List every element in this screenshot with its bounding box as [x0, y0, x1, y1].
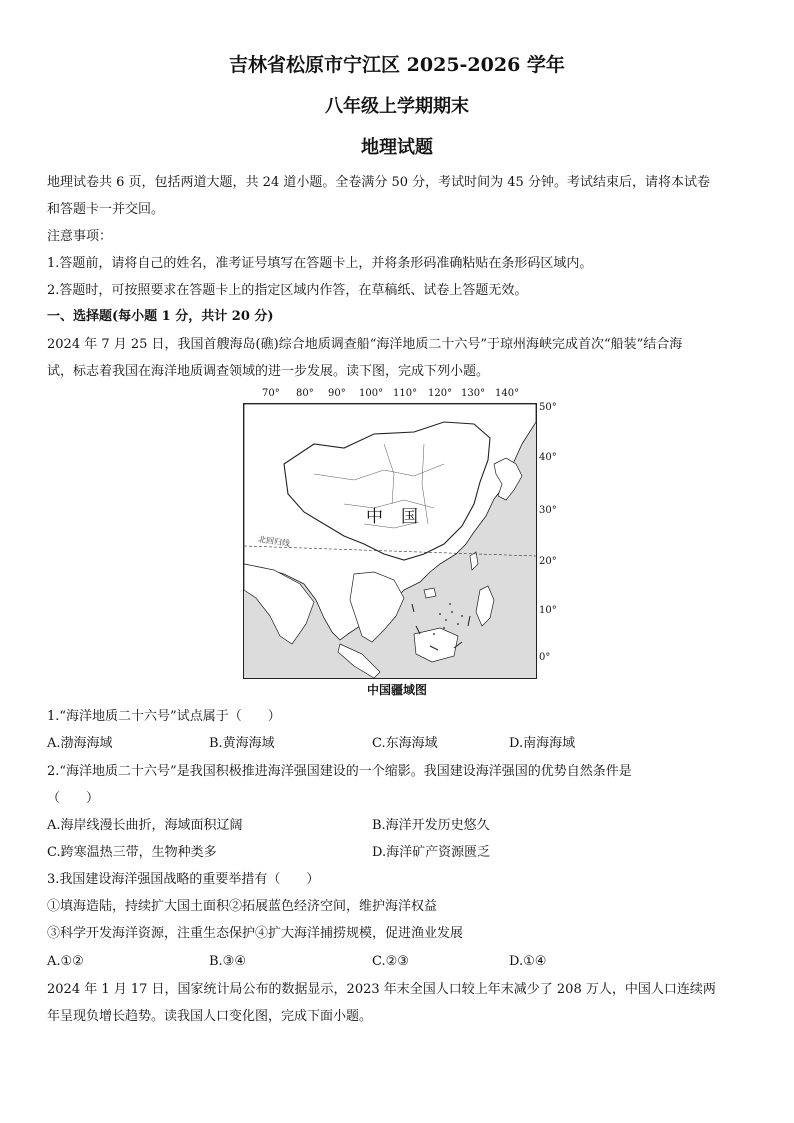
notice-item-2: 2.答题时，可按照要求在答题卡上的指定区域内作答，在草稿纸、试卷上答题无效。: [47, 283, 528, 298]
question-3-option-d[interactable]: D.①④: [509, 954, 547, 969]
map-caption: 中国疆域图: [366, 683, 427, 697]
question-3-statement-line-1: ①填海造陆，持续扩大国土面积②拓展蓝色经济空间，维护海洋权益: [47, 899, 438, 914]
passage1-line-1: 2024 年 7 月 25 日，我国首艘海岛(礁)综合地质调查船“海洋地质二十六号”于琼州海峡完成首次“船装”结合海: [47, 337, 683, 352]
question-1-option-a[interactable]: A.渤海海域: [47, 736, 113, 751]
question-2-option-b[interactable]: B.海洋开发历史悠久: [372, 818, 490, 833]
lat-label: 30°: [539, 505, 557, 516]
intro-line-1: 地理试卷共 6 页，包括两道大题，共 24 道小题。全卷满分 50 分，考试时间为 45 分钟。考试结束后，请将本试卷: [47, 175, 710, 190]
china-territory-map: [243, 403, 537, 679]
exam-title-subject: 地理试题: [361, 137, 433, 158]
question-2-option-c[interactable]: C.跨寒温热三带，生物种类多: [47, 845, 217, 860]
passage1-line-2: 试，标志着我国在海洋地质调查领域的进一步发展。读下图，完成下列小题。: [47, 364, 490, 379]
lat-label: 0°: [539, 652, 551, 663]
lon-label: 130°: [461, 388, 486, 399]
passage2-line-2: 年呈现负增长趋势。读我国人口变化图，完成下面小题。: [47, 1009, 373, 1024]
lon-label: 70°: [262, 388, 280, 399]
notice-item-1: 1.答题前，请将自己的姓名，准考证号填写在答题卡上，并将条形码准确粘贴在条形码区域内。: [47, 256, 593, 271]
exam-title-grade: 八年级上学期期末: [325, 96, 469, 117]
hainan-island: [424, 588, 436, 598]
exam-title-region: 吉林省松原市宁江区 2025-2026 学年: [229, 54, 565, 76]
intro-line-2: 和答题卡一并交回。: [47, 202, 165, 217]
passage2-line-1: 2024 年 1 月 17 日，国家统计局公布的数据显示，2023 年末全国人口较上年末减少了 208 万人，中国人口连续两: [47, 982, 716, 997]
lon-label: 100°: [359, 388, 384, 399]
lon-label: 120°: [428, 388, 453, 399]
philippines-islands: [476, 586, 494, 626]
lat-label: 40°: [539, 452, 557, 463]
question-2-stem: 2.“海洋地质二十六号”是我国积极推进海洋强国建设的一个缩影。我国建设海洋强国的优势自然条件是: [47, 764, 632, 779]
question-2-option-a[interactable]: A.海岸线漫长曲折，海域面积辽阔: [47, 818, 243, 833]
lat-label: 20°: [539, 556, 557, 567]
lat-label: 10°: [539, 605, 557, 616]
lon-label: 140°: [495, 388, 520, 399]
question-1-option-c[interactable]: C.东海海域: [372, 736, 438, 751]
question-2-option-d[interactable]: D.海洋矿产资源匮乏: [372, 845, 491, 860]
borneo-island: [414, 628, 458, 662]
map-label-china: 中国: [366, 507, 436, 527]
lon-label: 90°: [328, 388, 346, 399]
lat-label: 50°: [539, 402, 557, 413]
question-3-option-a[interactable]: A.①②: [47, 954, 84, 969]
lon-label: 110°: [393, 388, 418, 399]
question-3-stem: 3.我国建设海洋强国战略的重要举措有（ ）: [47, 872, 320, 887]
lon-label: 80°: [296, 388, 314, 399]
question-3-statement-line-2: ③科学开发海洋资源，注重生态保护④扩大海洋捕捞规模，促进渔业发展: [47, 926, 464, 941]
question-3-option-c[interactable]: C.②③: [372, 954, 409, 969]
question-2-stem-blank: （ ）: [47, 791, 100, 806]
question-1-option-b[interactable]: B.黄海海域: [209, 736, 275, 751]
question-3-option-b[interactable]: B.③④: [209, 954, 246, 969]
question-1-option-d[interactable]: D.南海海域: [509, 736, 576, 751]
sumatra-island: [338, 644, 380, 678]
section-heading: 一、选择题(每小题 1 分，共计 20 分): [47, 309, 274, 324]
question-1-stem: 1.“海洋地质二十六号”试点属于（ ）: [47, 709, 281, 724]
taiwan-island: [470, 552, 478, 570]
tropic-label: 北回归线: [257, 534, 291, 549]
notice-heading: 注意事项：: [47, 229, 113, 244]
